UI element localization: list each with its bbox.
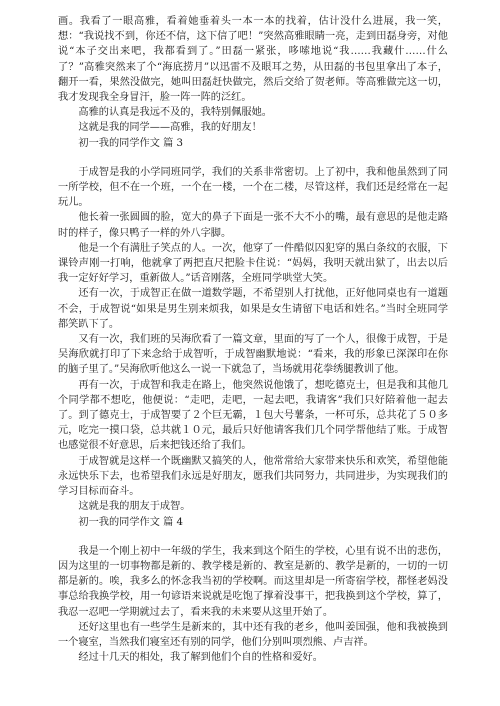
spacer [58,151,448,165]
paragraph: 我是一个刚上初中一年级的学生，我来到这个陌生的学校，心里有说不出的悲伤，因为这里的一切事物都是新的、教学楼是新的、教室是新的、教学是新的，一切的一切都是新的。唉，我多么的怀念我当初的学校啊。而这里却是一所寄宿学校，都怪老妈没事总给我换学校，用一句谚语来说就是吃饱了撑着没事干，把我换到这个学校，算了，我忍一忍吧一学期就过去了，看来我的未来要从这里开始了。 [58,545,448,618]
paragraph: 还有一次，于成智正在做一道数学题，不希望别人打扰他，正好他同桌也有一道题不会，于成智说“如果是男生别来烦我，如果是女生请留下电话和姓名。”当时全班同学都笑趴下了。 [58,288,448,330]
section-heading-4: 初一我的同学作文 篇 4 [78,516,184,528]
paragraph: 这就是我的同学——高雅，我的好朋友！ [78,122,262,134]
paragraph: 于成智是我的小学同班同学，我们的关系非常密切。上了初中，我和他虽然到了同一所学校，但不在一个班，一个在一楼，一个在二楼，尽管这样，我们还是经常在一起玩儿。 [58,166,448,209]
paragraph: 高雅的认真是我远不及的，我特别佩服她。 [78,107,272,119]
document-body [58,14,448,665]
paragraph: 经过十几天的相处，我了解到他们个自的性格和爱好。 [78,652,323,664]
paragraph: 这就是我的朋友于成智。 [78,501,191,513]
paragraph: 还好这里也有一些学生是新来的，其中还有我的老乡，他叫姜国强，他和我被换到一个寝室，当然我们寝室还有别的同学，他们分别叫项烈熊、卢吉祥。 [58,621,448,648]
paragraph: 又有一次，我们班的吴海欣看了一篇文章，里面的写了一个人，很像于成智，于是吴海欣就打印了下来念给于成智听，于成智幽默地说：“看来，我的形象已深深印在你的脑子里了。”吴海欣听他这么一说一下就急了，当场就用花拳绣腿教训了他。 [58,334,448,376]
paragraph: 再有一次，于成智和我走在路上，他突然说他饿了，想吃德克士，但是我和其他几个同学都不想吃，他便说：“走吧，走吧，一起去吧，我请客”我们只好陪着他一起去了。到了德克士，于成智要了２个巨无霸，１包大号薯条，一杯可乐，总共花了５０多元，吃完一摸口袋，总共就１０元，最后只好他请客我们几个同学帮他结了账。于成智也感觉很不好意思，后来把钱还给了我们。 [58,379,448,452]
spacer [58,530,448,544]
paragraph: 他长着一张圆圆的脸，宽大的鼻子下面是一张不大不小的嘴，最有意思的是他走路时的样子，像只鸭子一样的外八字脚。 [58,212,448,239]
section-heading-3: 初一我的同学作文 篇 3 [78,137,184,149]
paragraph: 他是一个有满肚子笑点的人。一次，他穿了一件酷似囚犯穿的黑白条纹的衣服，下课铃声刚一打响，他就拿了两把直尺把脸卡住说：“妈妈，我明天就出狱了，出去以后我一定好好学习，重新做人。”话音刚落，全班同学哄堂大笑。 [58,242,448,285]
paragraph: 画。我看了一眼高雅，看着她垂着头一本一本的找着，估计没什么进展，我一笑，想：“我说找不到，你还不信，这下信了吧！”突然高雅眼睛一亮，走到田磊身旁，对他说“本子交出来吧，我都看到了。”田磊一紧张，哆嗦地说“我……我藏什……什么了？”高雅突然来了个“海底捞月”以迅雷不及眼耳之势，从田磊的书包里拿出了本子，翻开一看，果然没做完，她叫田磊赶快做完，然后交给了贺老师。等高雅做完这一切，我才发现我全身冒汗，脸一阵一阵的泛红。 [58,16,448,104]
paragraph: 于成智就是这样一个既幽默又搞笑的人，他常常给大家带来快乐和欢笑，希望他能永远快乐下去，也希望我们永远是好朋友，愿我们共同努力，共同进步，为实现我们的学习目标而奋斗。 [58,455,448,498]
